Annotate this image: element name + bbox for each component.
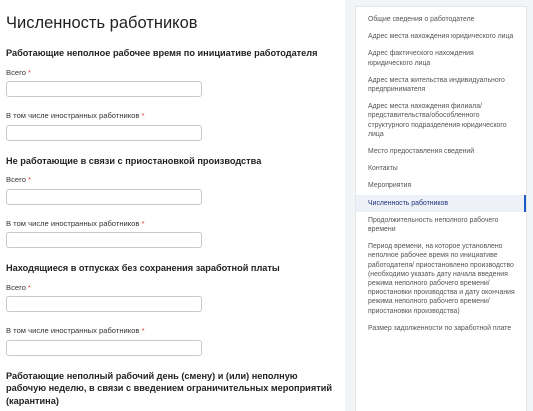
sidebar-item-actual-address[interactable]: Адрес фактического нахождения юридического лица — [368, 50, 474, 67]
required-asterisk: * — [28, 67, 32, 77]
section-heading-part-time: Работающие неполное рабочее время по инициативе работодателя — [6, 48, 318, 58]
sidebar-item-contacts[interactable]: Контакты — [368, 165, 398, 173]
suspension-foreign-input[interactable] — [6, 232, 202, 248]
part-time-total-input[interactable] — [6, 81, 202, 97]
sidebar-item-part-time-duration[interactable]: Продолжительность неполного рабочего времени — [368, 216, 499, 234]
unpaid-leave-total-input[interactable] — [6, 296, 202, 312]
field-label-total: Всего * — [6, 67, 32, 77]
section-heading-suspension: Не работающие в связи с приостановкой производства — [6, 155, 262, 166]
suspension-total-input[interactable] — [6, 189, 202, 205]
sidebar-item-branch-address[interactable]: Адрес места нахождения филиала/ представительства/обособленного структурного подразделения юридического лица — [368, 103, 507, 138]
sidebar-item-entrepreneur-residence[interactable]: Адрес места жительства индивидуального предпринимателя — [368, 76, 505, 94]
sidebar-item-legal-address[interactable]: Адрес места нахождения юридического лица — [368, 33, 514, 41]
required-asterisk: * — [141, 111, 145, 120]
sidebar-item-measures[interactable]: Мероприятия — [368, 182, 412, 190]
required-asterisk: * — [141, 326, 145, 335]
required-asterisk: * — [28, 282, 32, 292]
field-label-total: Всего * — [6, 175, 32, 184]
section-heading-unpaid-leave: Находящиеся в отпусках без сохранения заработной платы — [6, 263, 280, 273]
unpaid-leave-foreign-input[interactable] — [6, 340, 202, 356]
sidebar-item-submission-place[interactable]: Место предоставления сведений — [368, 148, 475, 156]
section-heading-quarantine: Работающие неполный рабочий день (смену) и (или) неполную рабочую неделю, в связи с введением ограничительных мероприятий (карантина) — [6, 370, 332, 406]
required-asterisk: * — [141, 218, 145, 228]
field-label-foreign: В том числе иностранных работников * — [6, 111, 145, 120]
sidebar-item-headcount[interactable]: Численность работников — [356, 195, 526, 212]
field-label-foreign: В том числе иностранных работников * — [6, 218, 145, 228]
required-asterisk: * — [28, 175, 32, 184]
sidebar-item-wage-arrears[interactable]: Размер задолженности по заработной плате — [368, 324, 512, 332]
sidebar-item-period[interactable]: Период времени, на которое установлено неполное рабочее время по инициативе работодателя/ приостановлено производство (необходимо указать дату начала введения режима неполного рабочего времени/приостановки производства и дату окончания режима неполного рабочего времени/приостановки производства) — [368, 243, 515, 315]
sidebar-item-general-info[interactable]: Общие сведения о работодателе — [368, 16, 475, 23]
field-label-total: Всего * — [6, 282, 32, 292]
page-title: Численность работников — [6, 14, 198, 32]
field-label-foreign: В том числе иностранных работников * — [6, 326, 145, 335]
part-time-foreign-input[interactable] — [6, 125, 202, 141]
sidebar-nav — [355, 6, 527, 411]
